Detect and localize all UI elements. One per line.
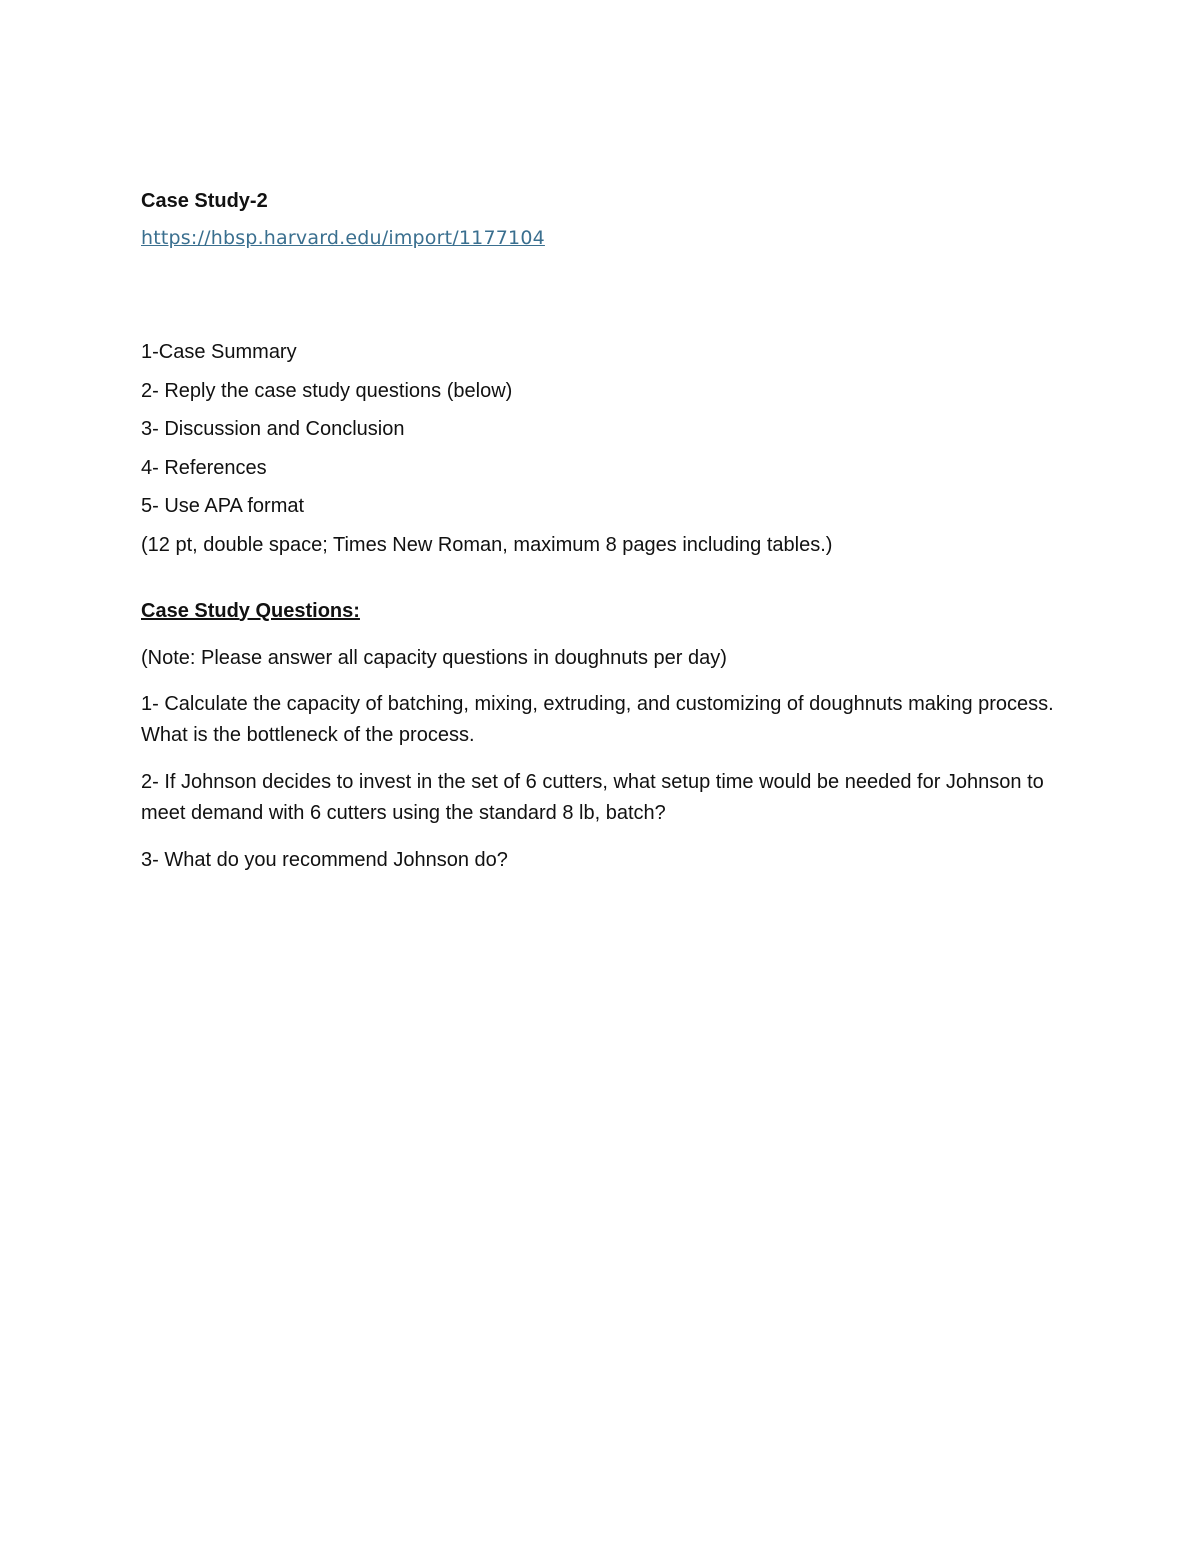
- requirement-item: 2- Reply the case study questions (below): [141, 379, 513, 402]
- format-note: (12 pt, double space; Times New Roman, maximum 8 pages including tables.): [141, 533, 833, 556]
- question-item: 1- Calculate the capacity of batching, mixing, extruding, and customizing of doughnuts making process. What is the bottleneck of the process.: [141, 692, 1054, 746]
- requirement-item: 1-Case Summary: [141, 341, 297, 363]
- requirement-item: 5- Use APA format: [141, 495, 305, 517]
- question-item: 2- If Johnson decides to invest in the set of 6 cutters, what setup time would be needed for Johnson to meet demand with 6 cutters using the standard 8 lb, batch?: [141, 770, 1044, 824]
- requirement-item: 4- References: [141, 456, 267, 479]
- document-title: Case Study-2: [141, 190, 268, 212]
- question-item: 3- What do you recommend Johnson do?: [141, 848, 508, 871]
- questions-heading: Case Study Questions:: [141, 599, 360, 622]
- requirements-list: [141, 337, 1061, 560]
- capacity-note: (Note: Please answer all capacity questions in doughnuts per day): [141, 646, 727, 669]
- case-link[interactable]: https://hbsp.harvard.edu/import/1177104: [141, 227, 545, 249]
- document-body: [141, 186, 1061, 876]
- requirement-item: 3- Discussion and Conclusion: [141, 418, 405, 440]
